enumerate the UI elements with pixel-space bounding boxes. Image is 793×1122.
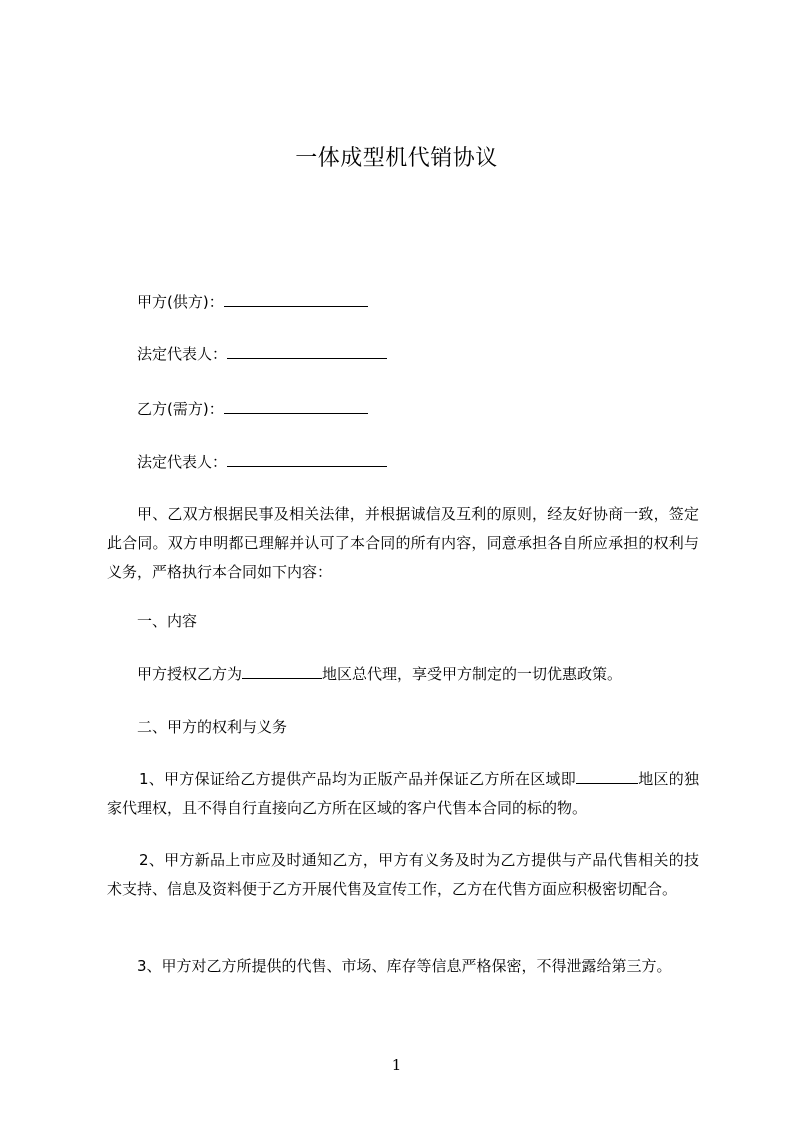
section-2-item-3: 3、甲方对乙方所提供的代售、市场、库存等信息严格保密，不得泄露给第三方。 xyxy=(137,957,672,975)
party-b-representative-label: 法定代表人： xyxy=(137,453,228,471)
item-1-region-blank xyxy=(576,769,638,784)
section-2-heading: 二、甲方的权利与义务 xyxy=(137,718,288,736)
section-1-heading: 一、内容 xyxy=(137,612,198,630)
item-1-text-after: 地区的独家代理权，且不得自行直接向乙方所在区域的客户代售本合同的标的物。 xyxy=(107,770,699,817)
item-1-text-before: 1、甲方保证给乙方提供产品均为正版产品并保证乙方所在区域即 xyxy=(139,770,576,788)
party-b-blank xyxy=(224,399,368,414)
party-a-representative-blank xyxy=(227,344,387,359)
section-1-text-before: 甲方授权乙方为 xyxy=(137,665,243,683)
section-2-item-2: 2、甲方新品上市应及时通知乙方，甲方有义务及时为乙方提供与产品代售相关的技术支持、信息及资料便于乙方开展代售及宣传工作，乙方在代售方面应积极密切配合。 xyxy=(107,851,699,898)
document-title: 一体成型机代销协议 xyxy=(295,146,498,171)
party-a-label: 甲方(供方)： xyxy=(137,293,224,311)
section-1-content xyxy=(137,664,622,684)
section-1-region-blank xyxy=(242,664,322,679)
party-a-field xyxy=(137,292,368,312)
party-b-field xyxy=(137,399,368,419)
party-b-label: 乙方(需方)： xyxy=(137,400,224,418)
party-a-representative-label: 法定代表人： xyxy=(137,345,228,363)
party-b-representative-field xyxy=(137,452,387,472)
intro-paragraph: 甲、乙双方根据民事及相关法律，并根据诚信及互利的原则，经友好协商一致，签定此合同。双方申明都已理解并认可了本合同的所有内容，同意承担各自所应承担的权利与义务，严格执行本合同如下内容： xyxy=(107,505,699,581)
party-b-representative-blank xyxy=(227,452,387,467)
party-a-blank xyxy=(224,292,368,307)
party-a-representative-field xyxy=(137,344,387,364)
section-2-item-1 xyxy=(107,765,699,823)
page-number: 1 xyxy=(391,1056,402,1074)
section-1-text-after: 地区总代理，享受甲方制定的一切优惠政策。 xyxy=(322,665,623,683)
